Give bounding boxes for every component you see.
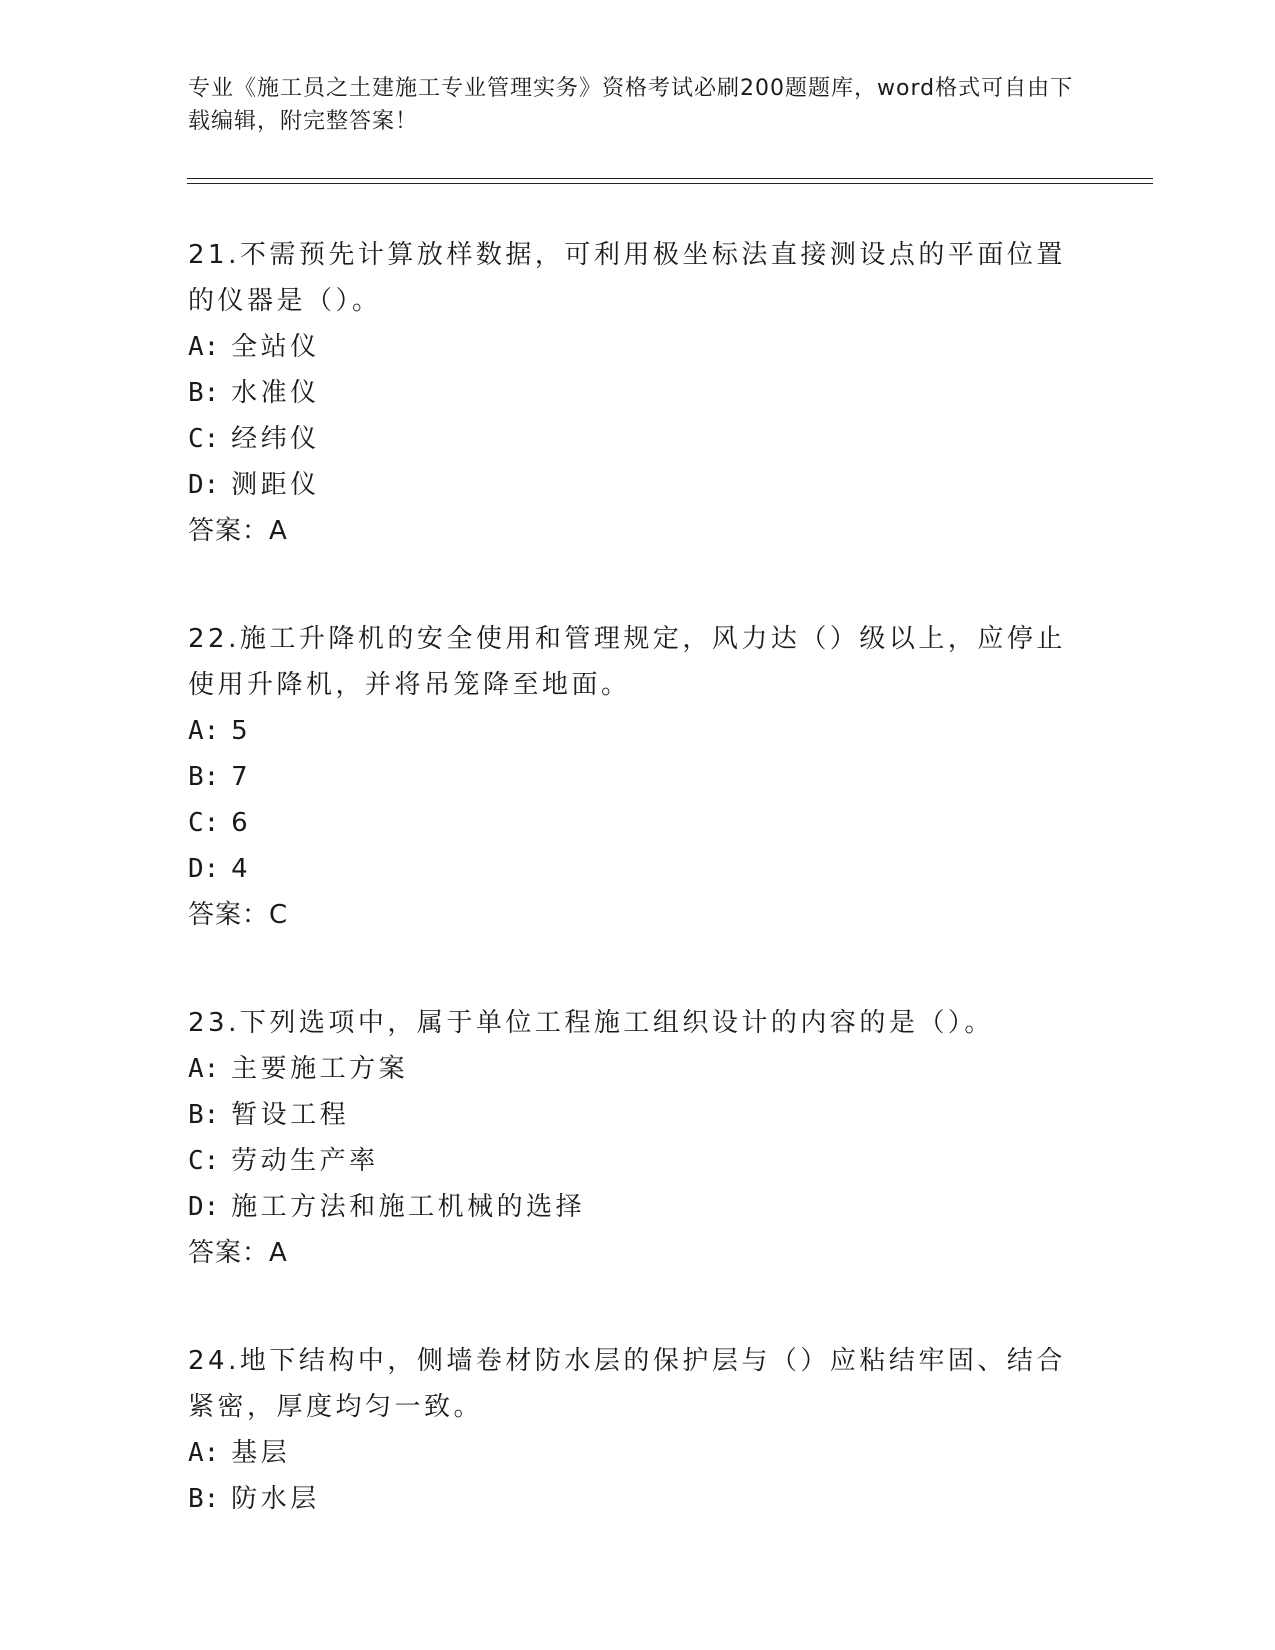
option-text: 基层 (231, 1438, 291, 1468)
option-text: 6 (231, 808, 252, 838)
option-a (188, 1046, 1088, 1092)
question-text: 24.地下结构中，侧墙卷材防水层的保护层与（）应粘结牢固、结合紧密，厚度均匀一致。 (188, 1346, 1066, 1422)
option-letter: B: (188, 378, 220, 408)
option-text: 劳动生产率 (231, 1146, 379, 1176)
option-b (188, 370, 1088, 416)
option-d (188, 1184, 1088, 1230)
option-c (188, 416, 1088, 462)
option-a (188, 708, 1088, 754)
option-text: 水准仪 (231, 378, 320, 408)
question-22 (188, 616, 1088, 938)
option-text: 施工方法和施工机械的选择 (231, 1192, 586, 1222)
option-b (188, 1476, 1088, 1522)
option-text: 暂设工程 (231, 1100, 350, 1130)
option-a (188, 1430, 1088, 1476)
option-d (188, 462, 1088, 508)
answer: 答案：A (188, 516, 288, 546)
option-letter: D: (188, 1192, 220, 1222)
option-a (188, 324, 1088, 370)
option-letter: C: (188, 424, 220, 454)
option-b (188, 1092, 1088, 1138)
question-list (188, 232, 1088, 1584)
option-letter: A: (188, 716, 220, 746)
document-header (188, 72, 1088, 138)
option-letter: D: (188, 854, 220, 884)
option-c (188, 800, 1088, 846)
option-letter: C: (188, 808, 220, 838)
question-21 (188, 232, 1088, 554)
option-letter: A: (188, 1054, 220, 1084)
option-b (188, 754, 1088, 800)
option-text: 5 (231, 716, 252, 746)
option-letter: C: (188, 1146, 220, 1176)
option-text: 7 (231, 762, 252, 792)
option-text: 4 (231, 854, 252, 884)
option-letter: A: (188, 1438, 220, 1468)
header-rule-bottom (187, 183, 1153, 184)
question-text: 23.下列选项中，属于单位工程施工组织设计的内容的是（）。 (188, 1008, 994, 1038)
option-text: 经纬仪 (231, 424, 320, 454)
option-letter: A: (188, 332, 220, 362)
answer: 答案：C (188, 900, 289, 930)
option-letter: B: (188, 1484, 220, 1514)
option-d (188, 846, 1088, 892)
option-text: 主要施工方案 (231, 1054, 409, 1084)
header-rule-top (187, 178, 1153, 179)
question-text: 22.施工升降机的安全使用和管理规定，风力达（）级以上，应停止使用升降机，并将吊笼降至地面。 (188, 624, 1066, 700)
option-text: 测距仪 (231, 470, 320, 500)
option-c (188, 1138, 1088, 1184)
answer: 答案：A (188, 1238, 288, 1268)
question-text: 21.不需预先计算放样数据，可利用极坐标法直接测设点的平面位置的仪器是（）。 (188, 240, 1066, 316)
option-letter: D: (188, 470, 220, 500)
document-title: 专业《施工员之土建施工专业管理实务》资格考试必刷200题题库，word格式可自由下载编辑，附完整答案！ (188, 76, 1074, 134)
question-24 (188, 1338, 1088, 1522)
option-letter: B: (188, 762, 220, 792)
option-text: 全站仪 (231, 332, 320, 362)
option-letter: B: (188, 1100, 220, 1130)
question-23 (188, 1000, 1088, 1276)
option-text: 防水层 (231, 1484, 320, 1514)
